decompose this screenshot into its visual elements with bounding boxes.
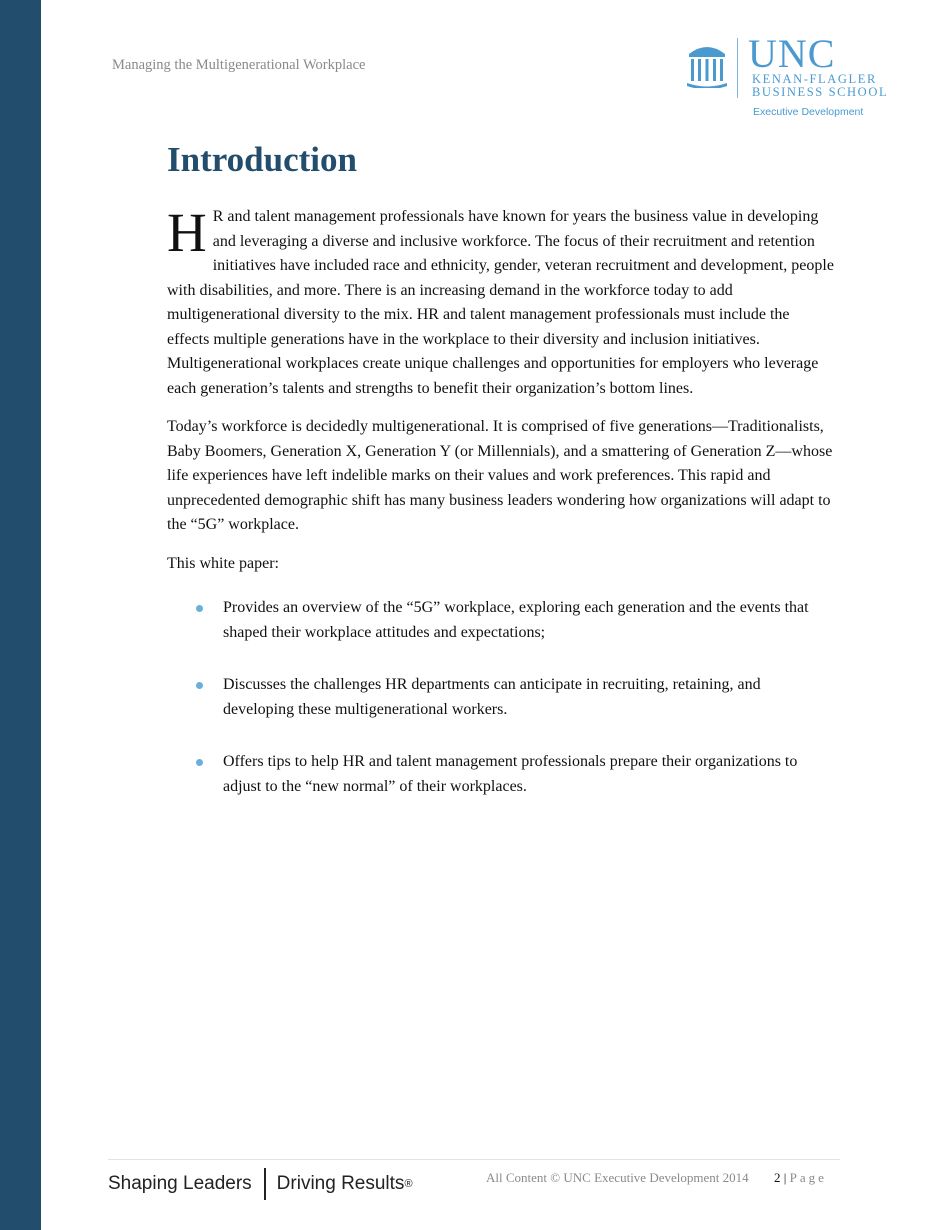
- bullet-dot-icon: [196, 682, 203, 689]
- paragraph-3: This white paper:: [167, 554, 279, 572]
- section-title: Introduction: [167, 140, 357, 179]
- footer-copyright: All Content © UNC Executive Development 2014: [486, 1170, 749, 1185]
- list-item-text: Offers tips to help HR and talent management professionals prepare their organizations to adjust to the “new normal” of their workplaces.: [223, 753, 798, 795]
- page-number-value: 2: [774, 1170, 781, 1185]
- page-number: [774, 1170, 827, 1186]
- list-item-text: Discusses the challenges HR departments can anticipate in recruiting, retaining, and developing these multigenerational workers.: [223, 676, 761, 718]
- logo-line-executive-development: Executive Development: [753, 106, 864, 118]
- paragraph-1-text: R and talent management professionals have known for years the business value in developing and leveraging a diverse and inclusive workforce. The focus of their recruitment and retention initiatives have included race and ethnicity, gender, veteran recruitment and development, people with disabilities, and more. There is an increasing demand in the workforce today to add multigenerational diversity to the mix. HR and talent management professionals must include the effects multiple generations have in the workplace to their diversity and inclusion initiatives. Multigenerational workplaces create unique challenges and opportunities for employers who leverage each generation’s talents and strengths to benefit their organization’s bottom lines.: [167, 208, 834, 397]
- page-word: Page: [789, 1170, 827, 1185]
- bullet-dot-icon: [196, 759, 203, 766]
- logo-line-kenan-flagler: KENAN-FLAGLER: [752, 72, 877, 86]
- tagline-driving-results: Driving Results: [276, 1173, 405, 1194]
- list-item: [167, 750, 835, 799]
- list-item-text: Provides an overview of the “5G” workplace, exploring each generation and the events that shaped their workplace attitudes and expectations;: [223, 599, 809, 641]
- bullet-list: [167, 596, 835, 799]
- list-item: [167, 596, 835, 645]
- tagline-shaping-leaders: Shaping Leaders: [108, 1173, 252, 1194]
- drop-cap: H: [167, 202, 207, 263]
- old-well-icon: [686, 38, 728, 88]
- footer-tagline: [108, 1168, 413, 1200]
- bullet-dot-icon: [196, 605, 203, 612]
- paragraph-1: [167, 202, 835, 401]
- tagline-divider: [264, 1168, 266, 1200]
- left-sidebar-bar: [0, 0, 41, 1230]
- unc-kenan-flagler-logo: [686, 31, 896, 126]
- registered-mark: ®: [404, 1178, 413, 1190]
- logo-wordmark: UNC: [748, 31, 836, 76]
- logo-divider: [737, 38, 738, 98]
- logo-line-business-school: BUSINESS SCHOOL: [752, 85, 889, 99]
- list-item: [167, 673, 835, 722]
- footer-divider: [108, 1159, 840, 1160]
- paragraph-2: Today’s workforce is decidedly multigenerational. It is comprised of five generations—Traditionalists, Baby Boomers, Generation X, Generation Y (or Millennials), and a smattering of Generation Z—whose life experiences have left indelible marks on their values and work preferences. This rapid and unprecedented demographic shift has many business leaders wondering how organizations will adapt to the “5G” workplace.: [167, 418, 833, 533]
- running-header-title: Managing the Multigenerational Workplace: [112, 57, 366, 73]
- body-content: [167, 202, 835, 827]
- page-separator: |: [783, 1170, 787, 1185]
